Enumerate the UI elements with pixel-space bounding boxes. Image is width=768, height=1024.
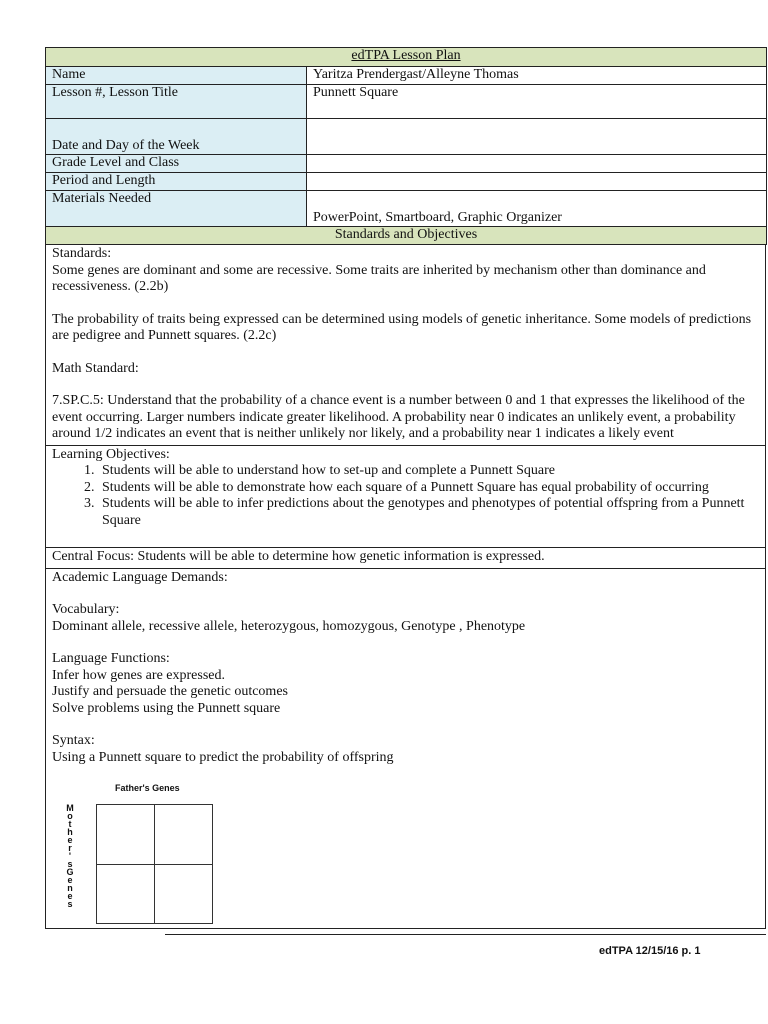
- name-value: Yaritza Prendergast/Alleyne Thomas: [307, 67, 767, 85]
- materials-label: Materials Needed: [46, 191, 307, 227]
- period-label: Period and Length: [46, 173, 307, 191]
- academic-language-section: [45, 569, 766, 929]
- period-value: [307, 173, 767, 191]
- objective-item: 2. Students will be able to demonstrate how each square of a Punnett Square has equal probability of occurring: [98, 480, 759, 497]
- language-function-item: Solve problems using the Punnett square: [52, 700, 281, 716]
- standards-heading: Standards:: [52, 246, 112, 261]
- objective-item: 3. Students will be able to infer predictions about the genotypes and phenotypes of potential offspring from a Punnett Square: [98, 496, 759, 529]
- language-function-item: Infer how genes are expressed.: [52, 667, 225, 683]
- standard-2-2c: The probability of traits being expressed can be determined using models of genetic inheritance. Some models of predictions are pedigree and Punnett squares. (2.2c): [52, 311, 752, 343]
- central-focus-section: [45, 548, 766, 569]
- fathers-genes-label: Father's Genes: [115, 783, 180, 793]
- name-label: Name: [46, 67, 307, 85]
- punnett-grid: [96, 804, 213, 924]
- math-standard-text: 7.SP.C.5: Understand that the probability of a chance event is a number between 0 and 1 that expresses the likelihood of the event occurring. Larger numbers indicate greater likelihood. A probability near 0 indicates an unlikely event, a probability around 1/2 indicates an event that is neither unlikely nor likely, and a probability near 1 indicates a likely event: [52, 393, 745, 441]
- standards-section: [45, 245, 766, 446]
- central-focus-text: Central Focus: Students will be able to determine how genetic information is expressed.: [52, 549, 545, 564]
- lesson-info-table: [45, 47, 767, 245]
- language-functions-heading: Language Functions:: [52, 651, 170, 666]
- lesson-plan-page: [45, 47, 766, 929]
- objectives-heading: Learning Objectives:: [52, 446, 170, 462]
- date-value: [307, 119, 767, 155]
- syntax-text: Using a Punnett square to predict the probability of offspring: [52, 749, 394, 765]
- vocabulary-heading: Vocabulary:: [52, 602, 120, 617]
- objective-item: 1. Students will be able to understand how to set-up and complete a Punnett Square: [98, 463, 759, 480]
- math-standard-heading: Math Standard:: [52, 360, 139, 376]
- standard-2-2b: Some genes are dominant and some are recessive. Some traits are inherited by mechanism other than dominance and recessiveness. (2.2b): [52, 262, 706, 294]
- lesson-plan-title: edTPA Lesson Plan: [46, 48, 767, 67]
- language-function-item: Justify and persuade the genetic outcomes: [52, 684, 288, 699]
- syntax-heading: Syntax:: [52, 733, 95, 748]
- academic-language-heading: Academic Language Demands:: [52, 569, 228, 585]
- lesson-title-label: Lesson #, Lesson Title: [46, 85, 307, 119]
- grid-horizontal-divider: [97, 864, 212, 865]
- objectives-list: [52, 463, 759, 529]
- grade-label: Grade Level and Class: [46, 155, 307, 173]
- grade-value: [307, 155, 767, 173]
- materials-value: PowerPoint, Smartboard, Graphic Organizer: [307, 191, 767, 227]
- mothers-genes-label: M o t h e r ' s G e n e s: [66, 803, 74, 909]
- page-footer: edTPA 12/15/16 p. 1: [599, 945, 701, 957]
- page-bottom-rule: [165, 934, 766, 935]
- learning-objectives-section: [45, 446, 766, 549]
- date-label: Date and Day of the Week: [46, 119, 307, 155]
- vocabulary-text: Dominant allele, recessive allele, heterozygous, homozygous, Genotype , Phenotype: [52, 618, 526, 634]
- lesson-title-value: Punnett Square: [307, 85, 767, 119]
- standards-objectives-header: Standards and Objectives: [46, 227, 767, 245]
- punnett-square-diagram: [52, 780, 212, 930]
